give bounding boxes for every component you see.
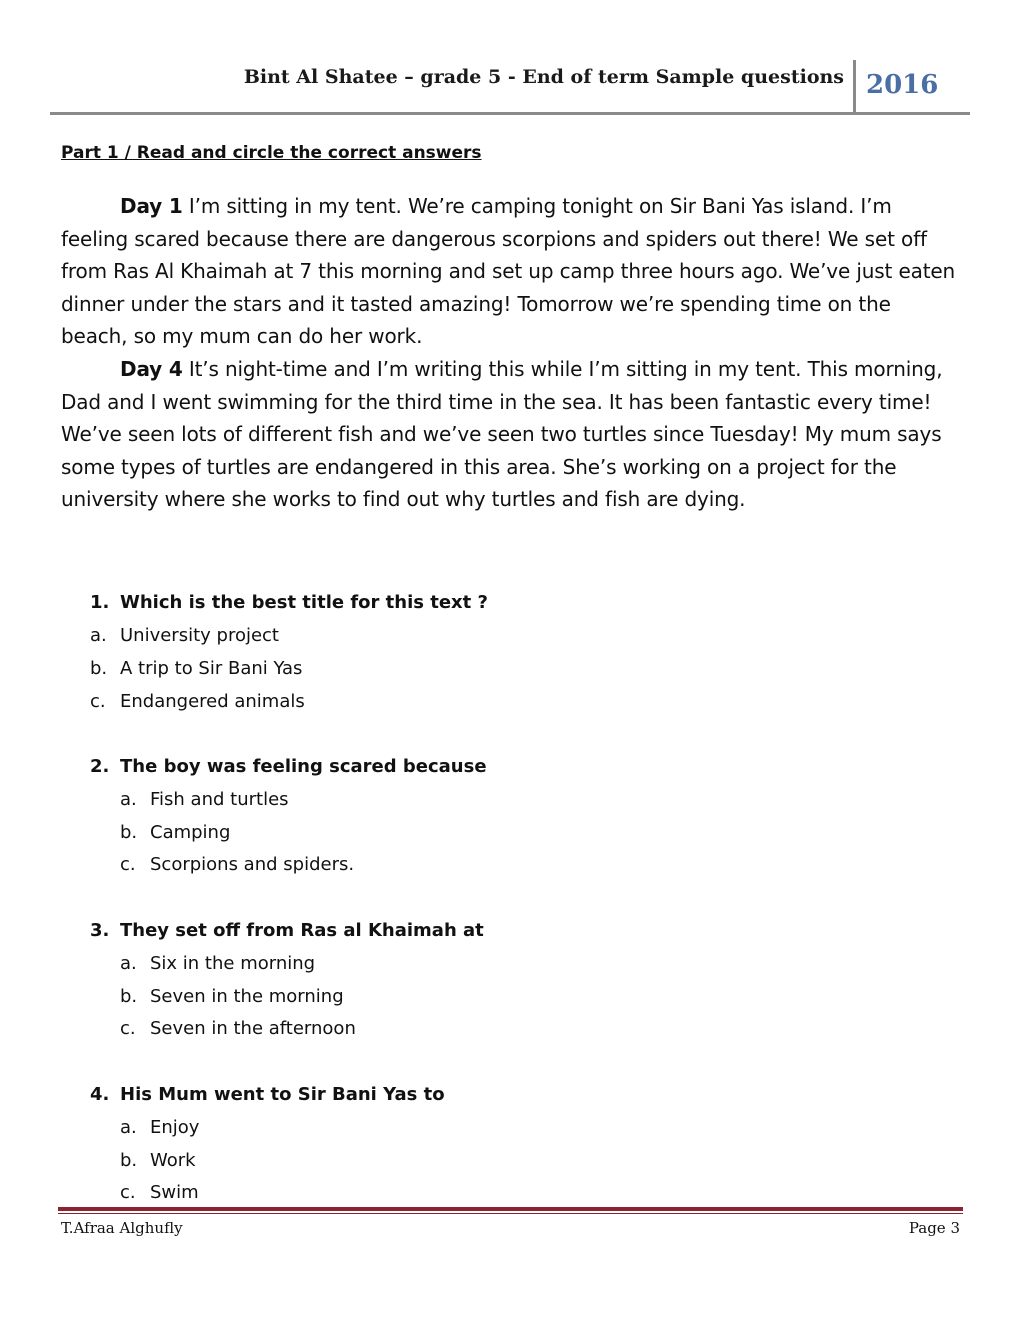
option-text: Scorpions and spiders. bbox=[150, 854, 355, 875]
footer-page-number: Page 3 bbox=[908, 1219, 960, 1237]
answer-option[interactable] bbox=[120, 822, 231, 843]
question-number: 3. bbox=[90, 920, 110, 941]
footer-rule-thick bbox=[58, 1207, 963, 1211]
question-4 bbox=[90, 1084, 445, 1105]
answer-option[interactable] bbox=[120, 1182, 199, 1203]
day1-label: Day 1 bbox=[120, 194, 183, 218]
footer-rule-thin bbox=[58, 1213, 963, 1214]
option-letter: c. bbox=[120, 854, 136, 875]
question-1 bbox=[90, 592, 488, 613]
question-text: Which is the best title for this text ? bbox=[120, 592, 488, 613]
option-text: Fish and turtles bbox=[150, 789, 289, 810]
option-text: Enjoy bbox=[150, 1117, 200, 1138]
option-text: University project bbox=[120, 625, 279, 646]
question-text: His Mum went to Sir Bani Yas to bbox=[120, 1084, 445, 1105]
answer-option[interactable] bbox=[120, 854, 355, 875]
question-number: 2. bbox=[90, 756, 110, 777]
option-letter: c. bbox=[120, 1018, 136, 1039]
footer-author: T.Afraa Alghufly bbox=[61, 1219, 183, 1237]
part-heading: Part 1 / Read and circle the correct answers bbox=[61, 143, 482, 163]
answer-option[interactable] bbox=[120, 1150, 196, 1171]
option-text: Seven in the afternoon bbox=[150, 1018, 356, 1039]
option-letter: b. bbox=[120, 986, 138, 1007]
reading-passage bbox=[61, 190, 961, 516]
answer-option[interactable] bbox=[90, 691, 305, 712]
header-divider bbox=[853, 60, 856, 114]
header-rule bbox=[50, 112, 970, 115]
option-letter: b. bbox=[120, 822, 138, 843]
question-text: They set off from Ras al Khaimah at bbox=[120, 920, 484, 941]
option-text: Seven in the morning bbox=[150, 986, 344, 1007]
option-text: Camping bbox=[150, 822, 231, 843]
option-letter: b. bbox=[90, 658, 108, 679]
passage-day1-paragraph bbox=[61, 190, 961, 353]
option-text: Swim bbox=[150, 1182, 199, 1203]
option-text: A trip to Sir Bani Yas bbox=[120, 658, 303, 679]
header-title: Bint Al Shatee – grade 5 - End of term Sample questions bbox=[243, 66, 844, 88]
option-text: Endangered animals bbox=[120, 691, 305, 712]
day4-label: Day 4 bbox=[120, 356, 183, 381]
option-letter: a. bbox=[120, 953, 137, 974]
question-number: 4. bbox=[90, 1084, 110, 1105]
question-text: The boy was feeling scared because bbox=[120, 756, 487, 777]
option-letter: c. bbox=[90, 691, 106, 712]
day1-text: I’m sitting in my tent. We’re camping tonight on Sir Bani Yas island. I’m feeling scared because there are dangerous scorpions and spiders out there! We set off from Ras Al Khaimah at 7 this morning and set up camp three hours ago. We’ve just eaten dinner under the stars and it tasted amazing! Tomorrow we’re spending time on the beach, so my mum can do her work. bbox=[61, 194, 956, 349]
passage-day4-paragraph bbox=[61, 353, 961, 516]
answer-option[interactable] bbox=[120, 1117, 200, 1138]
option-letter: a. bbox=[90, 625, 107, 646]
question-3 bbox=[90, 920, 484, 941]
option-letter: c. bbox=[120, 1182, 136, 1203]
option-text: Six in the morning bbox=[150, 953, 316, 974]
question-number: 1. bbox=[90, 592, 110, 613]
answer-option[interactable] bbox=[120, 953, 316, 974]
day4-text: It’s night-time and I’m writing this while I’m sitting in my tent. This morning, Dad and I went swimming for the third time in the sea. It has been fantastic every time! We’ve seen lots of different fish and we’ve seen two turtles since Tuesday! My mum says some types of turtles are endangered in this area. She’s working on a project for the university where she works to find out why turtles and fish are dying. bbox=[61, 356, 943, 512]
option-letter: a. bbox=[120, 789, 137, 810]
answer-option[interactable] bbox=[120, 789, 289, 810]
answer-option[interactable] bbox=[90, 625, 279, 646]
answer-option[interactable] bbox=[120, 1018, 356, 1039]
header-year: 2016 bbox=[866, 70, 939, 100]
option-letter: b. bbox=[120, 1150, 138, 1171]
option-text: Work bbox=[150, 1150, 196, 1171]
question-2 bbox=[90, 756, 487, 777]
option-letter: a. bbox=[120, 1117, 137, 1138]
answer-option[interactable] bbox=[120, 986, 344, 1007]
answer-option[interactable] bbox=[90, 658, 303, 679]
